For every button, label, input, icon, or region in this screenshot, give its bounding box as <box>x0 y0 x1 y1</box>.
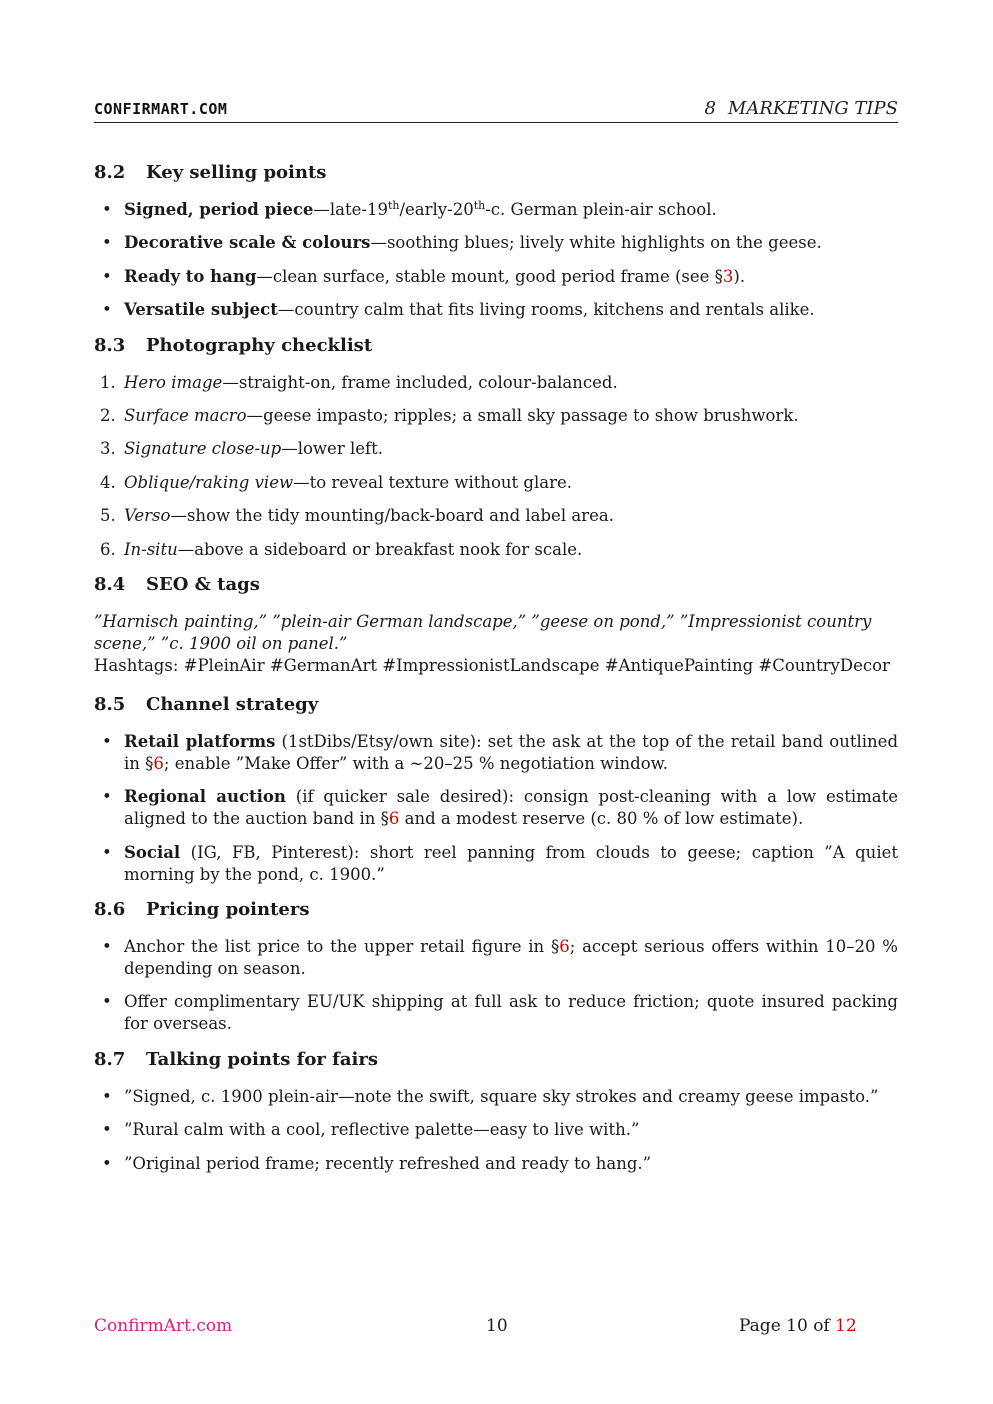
section-8-6 <box>94 897 898 1035</box>
section-heading: 8.7 Talking points for fairs <box>94 1048 379 1070</box>
list-item: • Versatile subject—country calm that fits living rooms, kitchens and rentals alike. <box>94 299 898 321</box>
list-item: 2. Surface macro—geese impasto; ripples; a small sky passage to show brushwork. <box>100 405 799 425</box>
section-8-7 <box>94 1047 898 1175</box>
running-section-number: 8 <box>704 98 716 119</box>
list-item: • Offer complimentary EU/UK shipping at full ask to reduce friction; quote insured packing for overseas. <box>94 991 898 1035</box>
list-item: • ”Original period frame; recently refreshed and ready to hang.” <box>94 1153 898 1175</box>
section-8-3 <box>94 333 898 561</box>
section-heading: 8.4 SEO & tags <box>94 573 260 595</box>
section-ref-link[interactable]: 6 <box>153 753 164 773</box>
total-pages-link[interactable]: 12 <box>835 1316 857 1336</box>
list-item: • ”Rural calm with a cool, reflective palette—easy to live with.” <box>94 1119 898 1141</box>
list-item: • Signed, period piece—late-19th/early-20th-c. German plein-air school. <box>94 199 898 221</box>
section-heading: 8.3 Photography checklist <box>94 334 373 356</box>
footer-page-number: 10 <box>486 1316 508 1336</box>
section-heading: 8.5 Channel strategy <box>94 693 319 715</box>
pricing-pointers-list <box>94 936 898 1035</box>
channel-strategy-list <box>94 731 898 886</box>
list-item: • Retail platforms (1stDibs/Etsy/own site): set the ask at the top of the retail band outlined in §6; enable ”Make Offer” with a ∼20–25 % negotiation window. <box>94 731 898 775</box>
section-8-5 <box>94 692 898 886</box>
site-logo: CONFIRMART.COM <box>94 100 228 118</box>
section-heading: 8.6 Pricing pointers <box>94 899 310 921</box>
list-item: 3. Signature close-up—lower left. <box>100 439 383 459</box>
list-item: 4. Oblique/raking view—to reveal texture without glare. <box>100 472 573 492</box>
talking-points-list <box>94 1086 898 1175</box>
running-section-title: MARKETING TIPS <box>727 98 898 119</box>
section-8-2 <box>94 160 898 321</box>
list-item: • Ready to hang—clean surface, stable mount, good period frame (see §3). <box>94 266 898 288</box>
footer-page-count: Page 10 of 12 <box>739 1316 857 1336</box>
list-item: 6. In-situ—above a sideboard or breakfast nook for scale. <box>100 539 583 559</box>
list-item: • Anchor the list price to the upper retail figure in §6; accept serious offers within 10–20 % depending on season. <box>94 936 898 980</box>
section-8-4 <box>94 572 898 677</box>
selling-points-list <box>94 199 898 321</box>
list-item: 5. Verso—show the tidy mounting/back-board and label area. <box>100 506 614 526</box>
section-heading: 8.2 Key selling points <box>94 162 327 183</box>
section-ref-link[interactable]: 6 <box>388 809 400 829</box>
list-item: 1. Hero image—straight-on, frame included, colour-balanced. <box>100 372 618 392</box>
list-item: • Regional auction (if quicker sale desired): consign post-cleaning with a low estimate aligned to the auction band in §6 and a modest reserve (c. 80 % of low estimate). <box>94 786 898 830</box>
list-item: • Social (IG, FB, Pinterest): short reel panning from clouds to geese; caption ”A quiet morning by the pond, c. 1900.” <box>94 842 898 886</box>
section-ref-link[interactable]: 3 <box>722 266 734 286</box>
page-content <box>94 160 898 1186</box>
running-title <box>704 98 898 119</box>
seo-keywords: ”Harnisch painting,” ”plein-air German landscape,” ”geese on pond,” ”Impressionist country scene,” ”c. 1900 oil on panel.” <box>94 611 872 653</box>
list-item: • Decorative scale & colours—soothing blues; lively white highlights on the geese. <box>94 232 898 254</box>
photography-checklist <box>94 372 898 561</box>
footer-site-link[interactable]: ConfirmArt.com <box>94 1316 233 1336</box>
page-footer <box>94 1316 898 1340</box>
list-item: • ”Signed, c. 1900 plein-air—note the swift, square sky strokes and creamy geese impasto.” <box>94 1086 898 1108</box>
page-header <box>94 98 898 123</box>
section-ref-link[interactable]: 6 <box>559 937 570 957</box>
hashtags: Hashtags: #PleinAir #GermanArt #ImpressionistLandscape #AntiquePainting #CountryDecor <box>94 655 890 675</box>
